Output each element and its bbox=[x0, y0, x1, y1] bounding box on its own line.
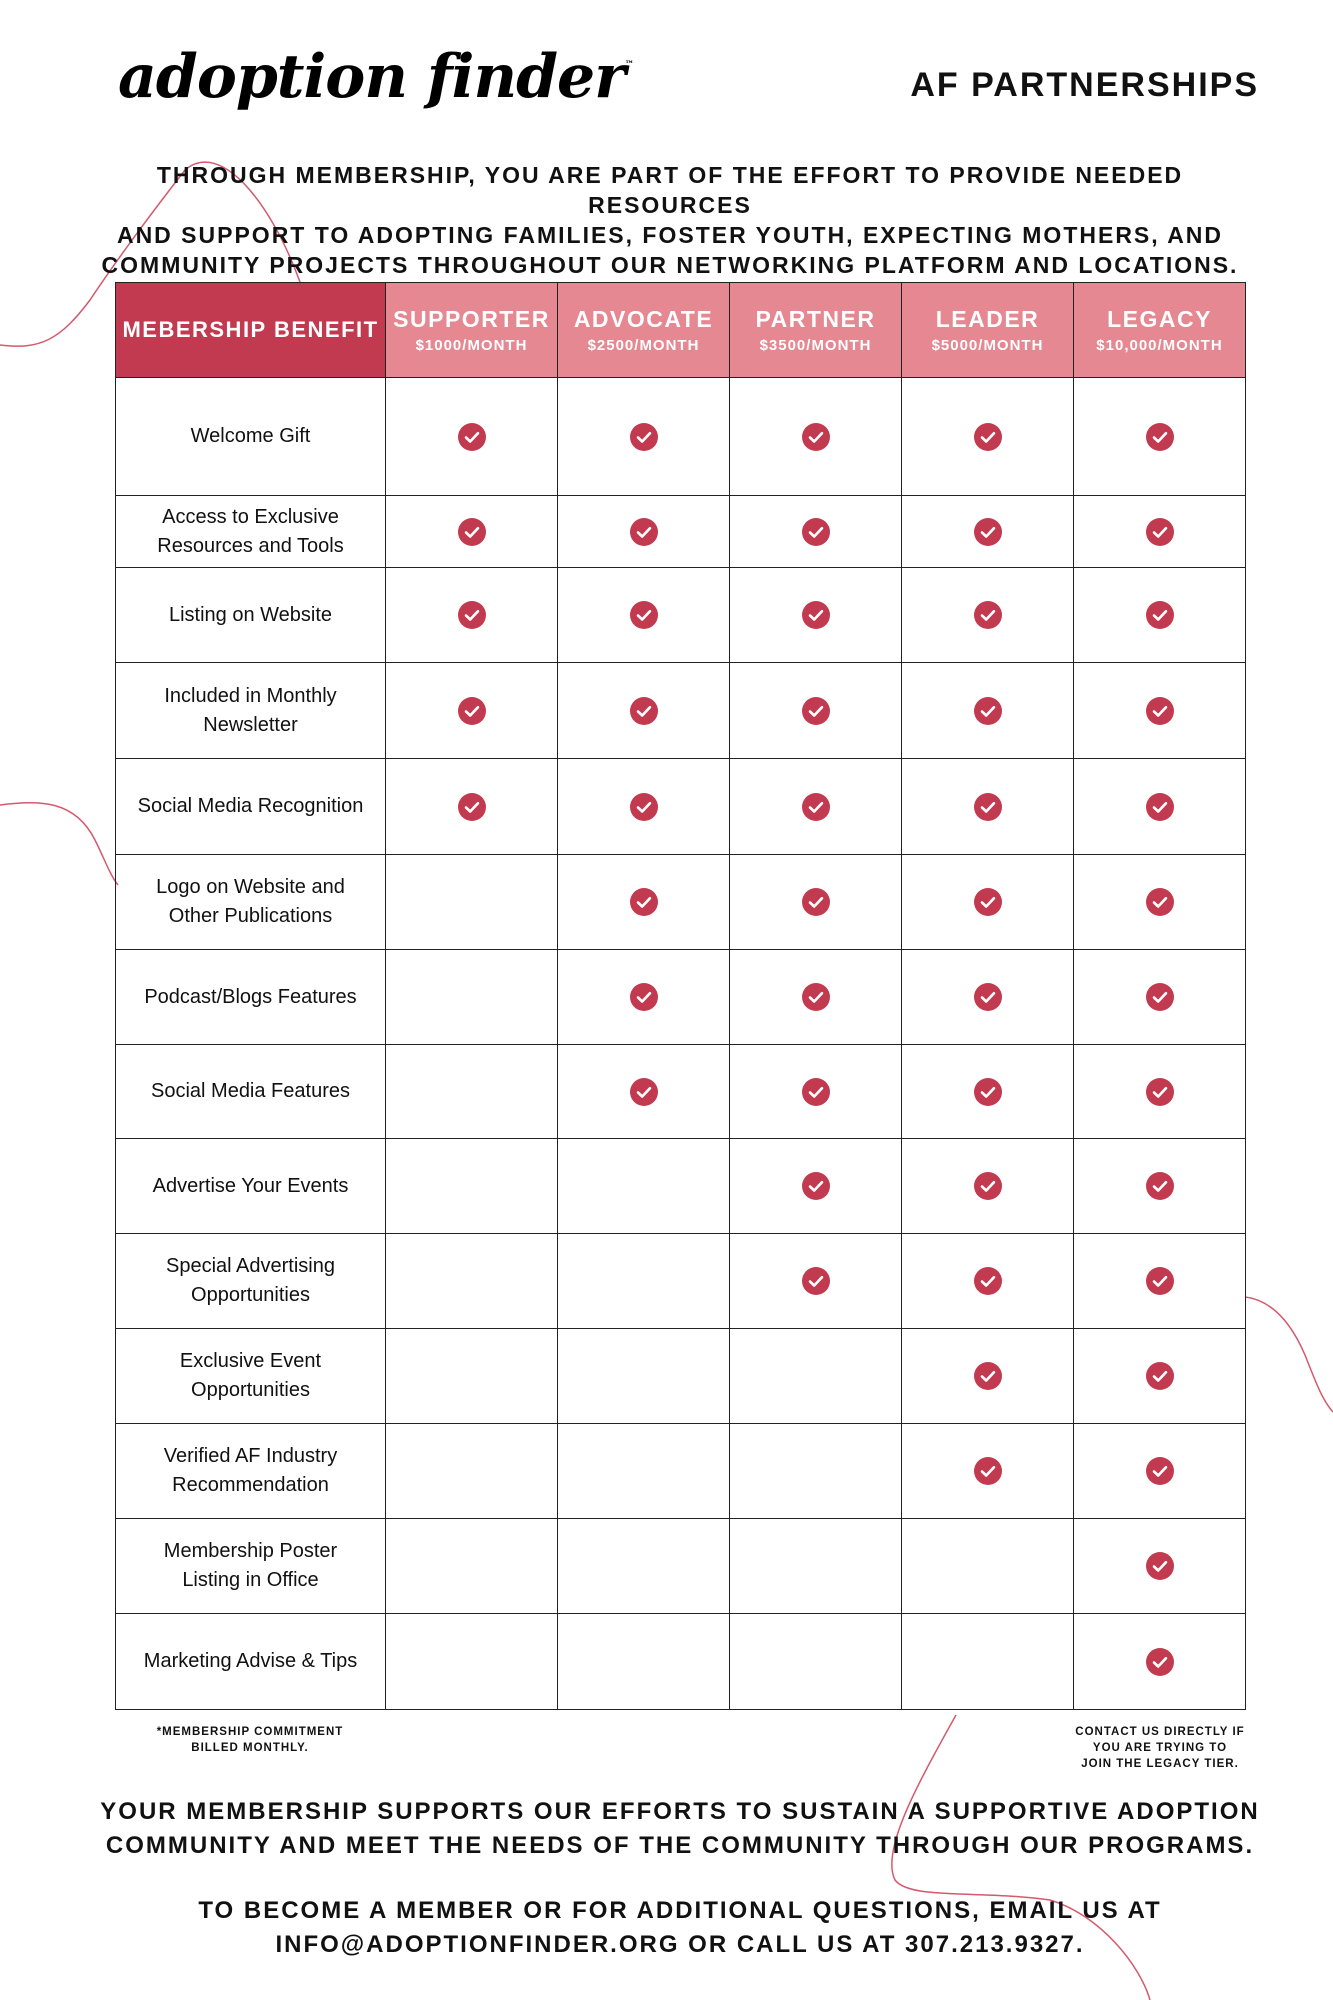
check-circle-icon bbox=[973, 887, 1003, 917]
table-row bbox=[116, 855, 1246, 950]
table-body bbox=[116, 378, 1246, 1710]
check-circle-icon bbox=[1145, 1456, 1175, 1486]
decor-line-right bbox=[1245, 1297, 1333, 1412]
brand-logo bbox=[118, 42, 633, 112]
check-circle-icon bbox=[1145, 422, 1175, 452]
check-circle-icon bbox=[801, 887, 831, 917]
check-circle-icon bbox=[1145, 1077, 1175, 1107]
benefit-name-line: Newsletter bbox=[203, 713, 298, 736]
tier-cell-advocate bbox=[558, 759, 730, 855]
billing-note bbox=[150, 1724, 350, 1756]
check-circle-icon bbox=[629, 600, 659, 630]
benefit-name-cell bbox=[116, 950, 386, 1045]
check-circle-icon bbox=[801, 696, 831, 726]
benefit-name-cell bbox=[116, 1045, 386, 1139]
tier-cell-supporter bbox=[386, 1139, 558, 1234]
tier-cell-partner bbox=[730, 378, 902, 496]
tier-cell-advocate bbox=[558, 1234, 730, 1329]
benefit-name-cell bbox=[116, 855, 386, 950]
benefit-name-line: Listing on Website bbox=[168, 603, 333, 626]
check-circle-icon bbox=[973, 696, 1003, 726]
benefit-name-cell bbox=[116, 1424, 386, 1519]
check-circle-icon bbox=[801, 982, 831, 1012]
check-circle-icon bbox=[801, 1266, 831, 1296]
tier-cell-advocate bbox=[558, 855, 730, 950]
benefit-name-cell bbox=[116, 496, 386, 568]
tier-cell-partner bbox=[730, 1045, 902, 1139]
tier-cell-legacy bbox=[1074, 950, 1246, 1045]
check-circle-icon bbox=[801, 517, 831, 547]
tier-cell-partner bbox=[730, 1139, 902, 1234]
tier-cell-leader bbox=[902, 1424, 1074, 1519]
tier-cell-advocate bbox=[558, 1045, 730, 1139]
check-circle-icon bbox=[973, 422, 1003, 452]
header-tier-advocate bbox=[558, 283, 730, 378]
benefit-name-line: Exclusive Event bbox=[179, 1350, 322, 1372]
check-circle-icon bbox=[629, 1077, 659, 1107]
tier-cell-advocate bbox=[558, 1519, 730, 1614]
decor-line-mid-left bbox=[0, 803, 118, 885]
check-circle-icon bbox=[1145, 982, 1175, 1012]
check-circle-icon bbox=[1145, 696, 1175, 726]
benefit-name-cell bbox=[116, 378, 386, 496]
check-circle-icon bbox=[457, 600, 487, 630]
check-circle-icon bbox=[973, 982, 1003, 1012]
tier-cell-supporter bbox=[386, 759, 558, 855]
check-circle-icon bbox=[801, 422, 831, 452]
tier-cell-leader bbox=[902, 568, 1074, 663]
tier-cell-leader bbox=[902, 663, 1074, 759]
note-line: BILLED MONTHLY. bbox=[191, 1742, 309, 1754]
tier-cell-partner bbox=[730, 1614, 902, 1710]
tier-cell-partner bbox=[730, 1329, 902, 1424]
contact-statement bbox=[70, 1894, 1290, 1962]
tier-cell-leader bbox=[902, 950, 1074, 1045]
tier-cell-legacy bbox=[1074, 378, 1246, 496]
tier-cell-supporter bbox=[386, 855, 558, 950]
benefit-name-cell bbox=[116, 1614, 386, 1710]
check-circle-icon bbox=[801, 1077, 831, 1107]
tier-cell-partner bbox=[730, 855, 902, 950]
benefit-name-line: Other Publications bbox=[168, 905, 333, 927]
benefit-name-line: Opportunities bbox=[191, 1379, 310, 1401]
benefit-name-line: Podcast/Blogs Features bbox=[144, 985, 357, 1008]
check-circle-icon bbox=[457, 792, 487, 822]
intro-text bbox=[90, 160, 1250, 280]
tier-price: $10,000/MONTH bbox=[1096, 337, 1223, 354]
contact-line: INFO@ADOPTIONFINDER.ORG OR CALL US AT 307.213.9327. bbox=[275, 1931, 1085, 1958]
tier-cell-partner bbox=[730, 759, 902, 855]
tier-name: LEGACY bbox=[1107, 306, 1212, 332]
tier-cell-supporter bbox=[386, 1329, 558, 1424]
check-circle-icon bbox=[801, 792, 831, 822]
note-line: YOU ARE TRYING TO bbox=[1092, 1742, 1228, 1754]
check-circle-icon bbox=[1145, 792, 1175, 822]
check-circle-icon bbox=[1145, 1171, 1175, 1201]
membership-benefits-table bbox=[115, 282, 1246, 1710]
tier-cell-partner bbox=[730, 1424, 902, 1519]
tier-cell-leader bbox=[902, 1519, 1074, 1614]
tier-name: ADVOCATE bbox=[573, 306, 714, 332]
tier-cell-advocate bbox=[558, 568, 730, 663]
table-row bbox=[116, 950, 1246, 1045]
check-circle-icon bbox=[629, 422, 659, 452]
tier-cell-leader bbox=[902, 1234, 1074, 1329]
tier-price: $3500/MONTH bbox=[759, 337, 872, 354]
benefit-name-line: Social Media Recognition bbox=[137, 795, 364, 817]
tier-cell-leader bbox=[902, 1614, 1074, 1710]
benefit-name-line: Social Media Features bbox=[151, 1080, 350, 1102]
tier-cell-legacy bbox=[1074, 568, 1246, 663]
tier-cell-partner bbox=[730, 1234, 902, 1329]
check-circle-icon bbox=[973, 792, 1003, 822]
note-line: JOIN THE LEGACY TIER. bbox=[1081, 1758, 1239, 1770]
benefit-name-line: Logo on Website and bbox=[156, 876, 345, 898]
intro-line: AND SUPPORT TO ADOPTING FAMILIES, FOSTER YOUTH, EXPECTING MOTHERS, AND bbox=[116, 222, 1224, 248]
check-circle-icon bbox=[973, 517, 1003, 547]
benefit-name-cell bbox=[116, 1519, 386, 1614]
check-circle-icon bbox=[1145, 887, 1175, 917]
check-circle-icon bbox=[1145, 1647, 1175, 1677]
check-circle-icon bbox=[1145, 1361, 1175, 1391]
check-circle-icon bbox=[973, 1266, 1003, 1296]
check-circle-icon bbox=[973, 600, 1003, 630]
benefit-name-line: Opportunities bbox=[191, 1284, 310, 1306]
tier-cell-legacy bbox=[1074, 1614, 1246, 1710]
benefit-name-line: Recommendation bbox=[172, 1474, 329, 1496]
tier-cell-supporter bbox=[386, 378, 558, 496]
header-tier-leader bbox=[902, 283, 1074, 378]
table-row bbox=[116, 496, 1246, 568]
benefit-name-line: Resources and Tools bbox=[157, 534, 344, 557]
table-row bbox=[116, 378, 1246, 496]
table-row bbox=[116, 568, 1246, 663]
tier-price: $2500/MONTH bbox=[587, 337, 700, 354]
benefit-name-cell bbox=[116, 1234, 386, 1329]
support-line: COMMUNITY AND MEET THE NEEDS OF THE COMMUNITY THROUGH OUR PROGRAMS. bbox=[105, 1832, 1255, 1859]
benefit-name-cell bbox=[116, 663, 386, 759]
trademark-mark: ™ bbox=[624, 60, 633, 70]
table-row bbox=[116, 1139, 1246, 1234]
tier-price: $5000/MONTH bbox=[931, 337, 1044, 354]
tier-cell-advocate bbox=[558, 663, 730, 759]
table-row bbox=[116, 759, 1246, 855]
tier-cell-supporter bbox=[386, 496, 558, 568]
tier-cell-legacy bbox=[1074, 759, 1246, 855]
tier-cell-advocate bbox=[558, 950, 730, 1045]
tier-price: $1000/MONTH bbox=[415, 337, 528, 354]
tier-cell-legacy bbox=[1074, 1139, 1246, 1234]
benefit-name-cell bbox=[116, 1329, 386, 1424]
header-tier-partner bbox=[730, 283, 902, 378]
intro-line: THROUGH MEMBERSHIP, YOU ARE PART OF THE EFFORT TO PROVIDE NEEDED RESOURCES bbox=[156, 162, 1184, 218]
tier-cell-legacy bbox=[1074, 855, 1246, 950]
header-tier-legacy bbox=[1074, 283, 1246, 378]
tier-cell-supporter bbox=[386, 1519, 558, 1614]
tier-cell-partner bbox=[730, 568, 902, 663]
check-circle-icon bbox=[973, 1171, 1003, 1201]
tier-cell-supporter bbox=[386, 663, 558, 759]
check-circle-icon bbox=[1145, 1551, 1175, 1581]
benefit-name-line: Welcome Gift bbox=[190, 425, 311, 447]
benefit-name-line: Advertise Your Events bbox=[152, 1174, 349, 1197]
tier-cell-legacy bbox=[1074, 1519, 1246, 1614]
check-circle-icon bbox=[973, 1361, 1003, 1391]
tier-name: PARTNER bbox=[755, 306, 876, 332]
tier-cell-legacy bbox=[1074, 496, 1246, 568]
check-circle-icon bbox=[1145, 517, 1175, 547]
tier-cell-leader bbox=[902, 759, 1074, 855]
tier-cell-supporter bbox=[386, 1424, 558, 1519]
support-line: YOUR MEMBERSHIP SUPPORTS OUR EFFORTS TO SUSTAIN A SUPPORTIVE ADOPTION bbox=[100, 1798, 1260, 1825]
benefit-name-line: Included in Monthly bbox=[164, 684, 337, 707]
tier-cell-legacy bbox=[1074, 663, 1246, 759]
benefit-name-cell bbox=[116, 568, 386, 663]
check-circle-icon bbox=[629, 696, 659, 726]
table-row bbox=[116, 1234, 1246, 1329]
benefit-name-line: Verified AF Industry bbox=[163, 1445, 338, 1467]
check-circle-icon bbox=[629, 982, 659, 1012]
tier-cell-leader bbox=[902, 1329, 1074, 1424]
check-circle-icon bbox=[973, 1077, 1003, 1107]
tier-cell-legacy bbox=[1074, 1045, 1246, 1139]
intro-line: COMMUNITY PROJECTS THROUGHOUT OUR NETWORKING PLATFORM AND LOCATIONS. bbox=[101, 252, 1239, 278]
check-circle-icon bbox=[801, 600, 831, 630]
check-circle-icon bbox=[973, 1456, 1003, 1486]
tier-cell-partner bbox=[730, 663, 902, 759]
page-title: AF PARTNERSHIPS bbox=[910, 66, 1259, 104]
table-row bbox=[116, 1045, 1246, 1139]
tier-cell-partner bbox=[730, 950, 902, 1045]
tier-name: SUPPORTER bbox=[393, 306, 550, 332]
check-circle-icon bbox=[1145, 1266, 1175, 1296]
tier-cell-partner bbox=[730, 1519, 902, 1614]
table-row bbox=[116, 1519, 1246, 1614]
tier-cell-advocate bbox=[558, 496, 730, 568]
tier-cell-leader bbox=[902, 1139, 1074, 1234]
check-circle-icon bbox=[457, 422, 487, 452]
support-statement bbox=[70, 1795, 1290, 1863]
benefit-name-line: Access to Exclusive bbox=[162, 505, 339, 528]
tier-cell-legacy bbox=[1074, 1424, 1246, 1519]
tier-cell-partner bbox=[730, 496, 902, 568]
legacy-contact-note bbox=[1060, 1724, 1260, 1772]
benefit-name-line: Membership Poster bbox=[163, 1540, 338, 1562]
tier-cell-advocate bbox=[558, 1424, 730, 1519]
check-circle-icon bbox=[1145, 600, 1175, 630]
check-circle-icon bbox=[457, 517, 487, 547]
header-membership-benefit: MEBERSHIP BENEFIT bbox=[116, 283, 386, 378]
tier-cell-leader bbox=[902, 1045, 1074, 1139]
check-circle-icon bbox=[801, 1171, 831, 1201]
check-circle-icon bbox=[457, 696, 487, 726]
tier-cell-legacy bbox=[1074, 1234, 1246, 1329]
table-row bbox=[116, 1614, 1246, 1710]
table-row bbox=[116, 663, 1246, 759]
tier-name: LEADER bbox=[935, 306, 1040, 332]
tier-cell-supporter bbox=[386, 1234, 558, 1329]
benefit-name-cell bbox=[116, 1139, 386, 1234]
tier-cell-leader bbox=[902, 496, 1074, 568]
note-line: *MEMBERSHIP COMMITMENT bbox=[156, 1726, 344, 1738]
tier-cell-supporter bbox=[386, 568, 558, 663]
contact-line: TO BECOME A MEMBER OR FOR ADDITIONAL QUESTIONS, EMAIL US AT bbox=[198, 1897, 1162, 1924]
benefit-name-line: Special Advertising bbox=[166, 1255, 335, 1277]
header-tier-supporter bbox=[386, 283, 558, 378]
tier-cell-supporter bbox=[386, 950, 558, 1045]
check-circle-icon bbox=[629, 517, 659, 547]
check-circle-icon bbox=[629, 887, 659, 917]
tier-cell-supporter bbox=[386, 1614, 558, 1710]
note-line: CONTACT US DIRECTLY IF bbox=[1075, 1726, 1245, 1738]
check-circle-icon bbox=[629, 792, 659, 822]
tier-cell-leader bbox=[902, 378, 1074, 496]
table-header-row bbox=[116, 283, 1246, 378]
benefit-name-line: Marketing Advise & Tips bbox=[143, 1650, 358, 1672]
tier-cell-advocate bbox=[558, 1139, 730, 1234]
benefit-name-line: Listing in Office bbox=[182, 1569, 319, 1591]
table-row bbox=[116, 1329, 1246, 1424]
brand-logo-text: adoption finder bbox=[118, 42, 625, 112]
tier-cell-supporter bbox=[386, 1045, 558, 1139]
tier-cell-advocate bbox=[558, 1614, 730, 1710]
table-row bbox=[116, 1424, 1246, 1519]
benefit-name-cell bbox=[116, 759, 386, 855]
tier-cell-legacy bbox=[1074, 1329, 1246, 1424]
tier-cell-leader bbox=[902, 855, 1074, 950]
tier-cell-advocate bbox=[558, 378, 730, 496]
tier-cell-advocate bbox=[558, 1329, 730, 1424]
